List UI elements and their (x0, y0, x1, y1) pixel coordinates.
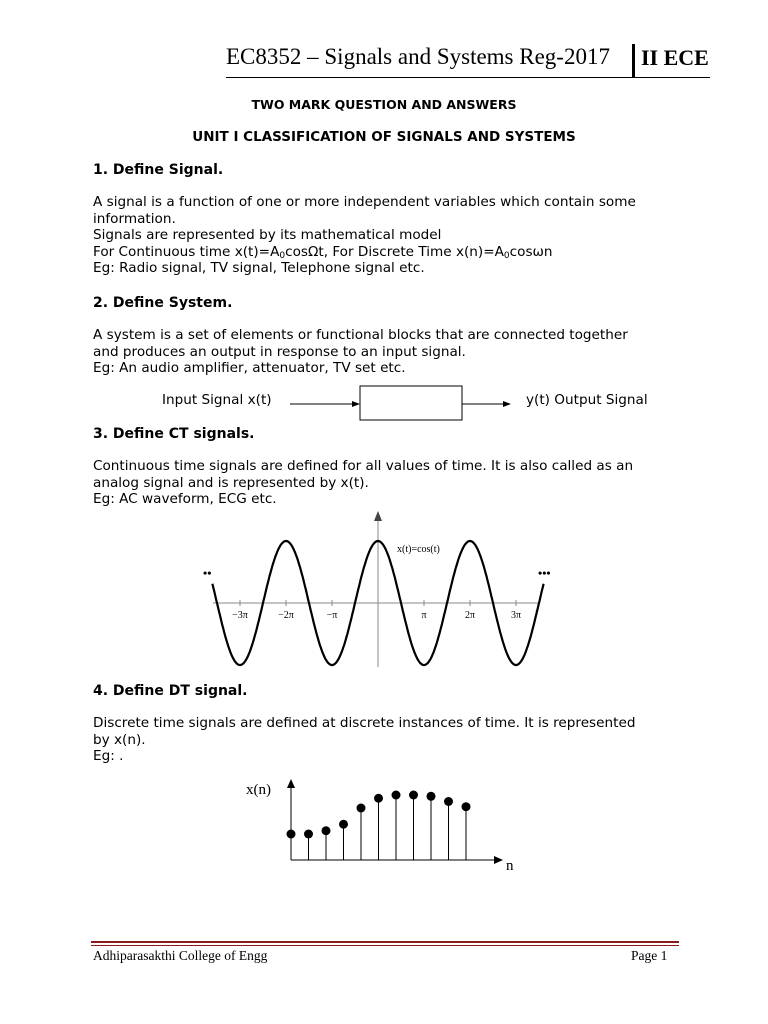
unit-title: UNIT I CLASSIFICATION OF SIGNALS AND SYSTEMS (192, 129, 576, 145)
amplitude-axis-arrowhead (374, 511, 382, 521)
question-3-answer (93, 458, 675, 508)
question-3-heading: 3. Define CT signals. (93, 426, 255, 442)
sample-point (339, 820, 348, 829)
tick-label: −2π (278, 610, 294, 621)
footer-college: Adhiparasakthi College of Engg (93, 948, 268, 963)
header-rule (226, 77, 710, 78)
sample-point (322, 826, 331, 835)
sample-point (444, 797, 453, 806)
tick-label: −3π (232, 610, 248, 621)
q4-line-1: Discrete time signals are defined at discrete instances of time. It is represented (93, 715, 636, 731)
ct-cosine-figure (0, 505, 768, 680)
q2-line-2: and produces an output in response to an input signal. (93, 343, 466, 360)
q3-line-3: Eg: AC waveform, ECG etc. (93, 491, 277, 507)
q3-line-1: Continuous time signals are defined for all values of time. It is also called as an (93, 458, 634, 474)
page-header (0, 0, 768, 100)
input-signal-label: Input Signal x(t) (162, 392, 272, 408)
footer-rule-thin (91, 945, 679, 946)
sample-point (427, 792, 436, 801)
sample-point (462, 802, 471, 811)
q2-line-1: A system is a set of elements or functional blocks that are connected together (93, 327, 628, 343)
dt-y-label: x(n) (246, 782, 271, 798)
t-axis-label: t (535, 606, 539, 618)
sample-point (374, 794, 383, 803)
cosine-equation: x(t)=cos(t) (397, 544, 440, 555)
question-4-answer (93, 715, 675, 765)
header-title: EC8352 – Signals and Systems Reg-2017 (226, 44, 610, 69)
dt-x-label: n (506, 858, 514, 874)
q1-line-3: Signals are represented by its mathematical model (93, 227, 442, 243)
dt-samples (287, 791, 471, 861)
header-class: II ECE (641, 45, 709, 70)
question-1-heading: 1. Define Signal. (93, 162, 224, 178)
sample-point (287, 830, 296, 839)
q2-line-3: Eg: An audio amplifier, attenuator, TV set etc. (93, 360, 406, 376)
dt-y-axis-arrowhead (287, 779, 295, 788)
question-2-heading: 2. Define System. (93, 295, 233, 311)
output-signal-label: y(t) Output Signal (526, 392, 648, 408)
question-2-answer (93, 327, 675, 377)
sample-point (304, 830, 313, 839)
input-arrowhead (352, 401, 360, 407)
document-title: TWO MARK QUESTION AND ANSWERS (251, 97, 517, 112)
output-arrowhead (503, 401, 511, 407)
footer-page-number: Page 1 (631, 948, 668, 963)
dt-x-axis-arrowhead (494, 856, 503, 864)
dt-stem-figure (0, 772, 768, 882)
sample-point (409, 791, 418, 800)
tick-label: −π (326, 610, 338, 621)
question-1-answer (93, 194, 675, 277)
q1-line-4: For Continuous time $x(t)=A_0\cos\Omega t$, For Discrete Time $x(n)=A_0\cos\omega n$ (93, 243, 553, 261)
left-continuation-dots: •• (203, 566, 212, 580)
q1-line-5: Eg: Radio signal, TV signal, Telephone signal etc. (93, 260, 425, 276)
tick-label: π (421, 610, 427, 621)
header-divider (632, 44, 635, 77)
footer-rule-thick (91, 941, 679, 943)
sample-point (357, 804, 366, 813)
tick-label: 3π (510, 610, 522, 621)
q4-line-2: by x(n). (93, 731, 146, 748)
q3-line-2: analog signal and is represented by x(t). (93, 474, 369, 491)
tick-label: 2π (464, 610, 476, 621)
system-block-diagram (150, 384, 680, 424)
q1-line-2: information. (93, 210, 176, 227)
question-4-heading: 4. Define DT signal. (93, 683, 248, 699)
right-continuation-dots: ••• (538, 566, 551, 580)
q1-line-1: A signal is a function of one or more independent variables which contain some (93, 194, 636, 210)
q4-line-3: Eg: . (93, 748, 124, 764)
system-box (360, 386, 462, 420)
sample-point (392, 791, 401, 800)
